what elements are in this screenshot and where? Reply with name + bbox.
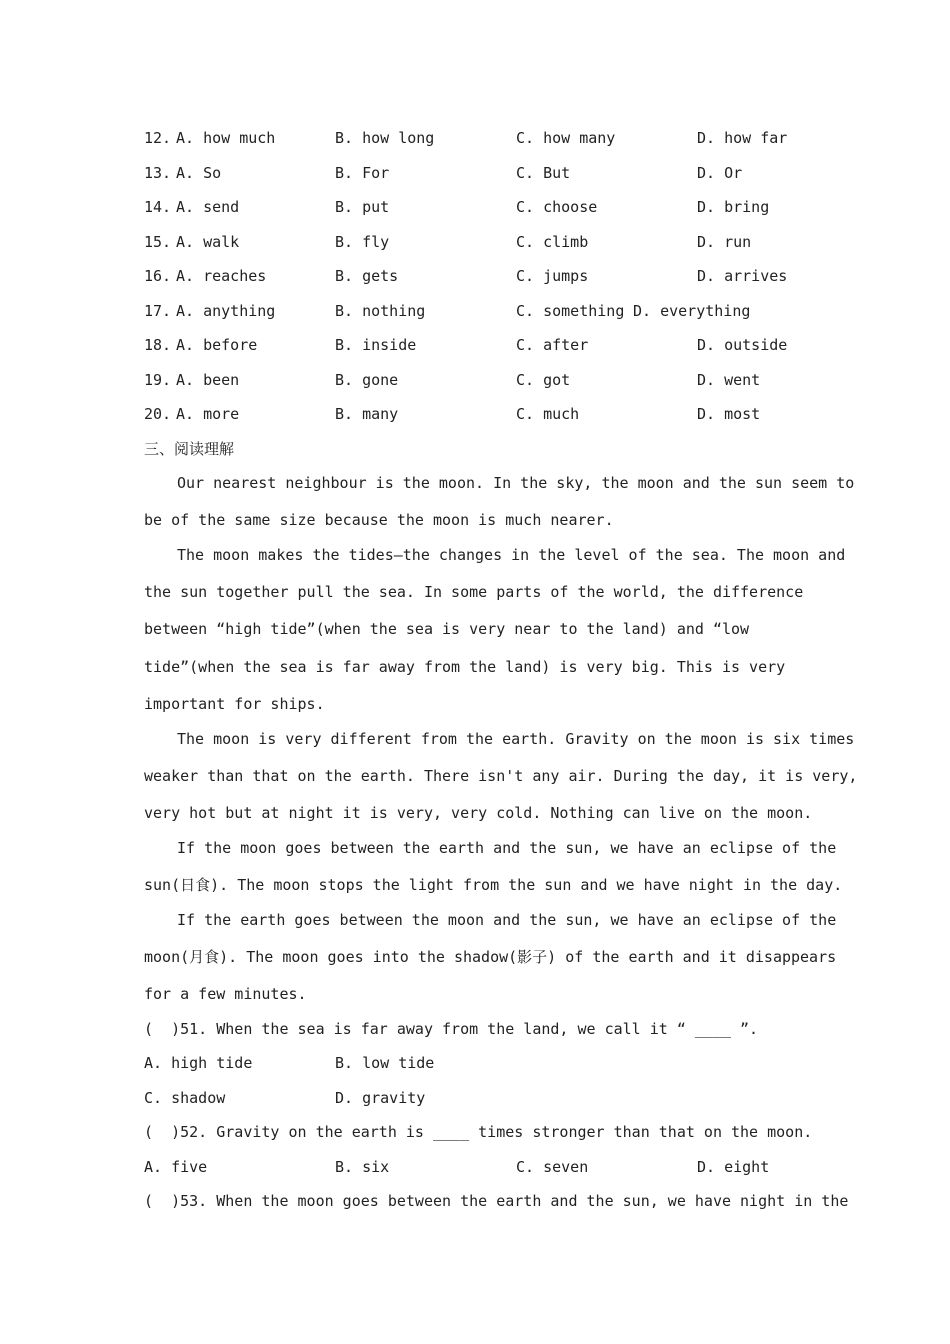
question-number: 15. xyxy=(144,233,172,251)
passage-line: important for ships. xyxy=(144,695,325,713)
option-row-14 xyxy=(144,197,824,217)
question-number: 17. xyxy=(144,302,172,320)
question-number: 16. xyxy=(144,267,172,285)
passage-line: If the earth goes between the moon and the sun, we have an eclipse of the xyxy=(177,911,837,929)
option-a: A. reaches xyxy=(176,267,267,285)
option-b: B. gone xyxy=(335,371,399,389)
option-row-13 xyxy=(144,163,824,183)
option-c: C. jumps xyxy=(516,267,589,285)
option-c: C. after xyxy=(516,336,589,354)
question-number: 18. xyxy=(144,336,172,354)
option-d: D. arrives xyxy=(697,267,788,285)
passage-line: weaker than that on the earth. There isn't any air. During the day, it is very, xyxy=(144,767,858,785)
option-b: B. put xyxy=(335,198,390,216)
question-52-options xyxy=(144,1157,824,1177)
option-a: A. been xyxy=(176,371,240,389)
option-c: C. much xyxy=(516,405,580,423)
passage-line: The moon is very different from the earth. Gravity on the moon is six times xyxy=(177,730,855,748)
option-d: D. Or xyxy=(697,164,743,182)
question-number: 13. xyxy=(144,164,172,182)
option-row-18 xyxy=(144,335,824,355)
question-number: 12. xyxy=(144,129,172,147)
passage-line: be of the same size because the moon is much nearer. xyxy=(144,511,614,529)
option-d: D. bring xyxy=(697,198,770,216)
option-c: C. seven xyxy=(516,1158,589,1176)
passage-line: The moon makes the tides—the changes in the level of the sea. The moon and xyxy=(177,546,846,564)
option-b: B. six xyxy=(335,1158,390,1176)
question-number: 19. xyxy=(144,371,172,389)
option-d: D. run xyxy=(697,233,752,251)
option-a: A. high tide xyxy=(144,1054,253,1072)
option-d: D. how far xyxy=(697,129,788,147)
passage-line: the sun together pull the sea. In some parts of the world, the difference xyxy=(144,583,804,601)
question-53-stem: ( )53. When the moon goes between the earth and the sun, we have night in the xyxy=(144,1192,849,1210)
option-d: D. most xyxy=(697,405,761,423)
option-c: C. how many xyxy=(516,129,616,147)
option-d: D. eight xyxy=(697,1158,770,1176)
option-row-20 xyxy=(144,404,824,424)
option-row-17 xyxy=(144,301,824,321)
option-b: B. fly xyxy=(335,233,390,251)
option-a: A. walk xyxy=(176,233,240,251)
option-b: B. inside xyxy=(335,336,417,354)
option-a: A. before xyxy=(176,336,258,354)
option-a: A. five xyxy=(144,1158,208,1176)
option-a: A. anything xyxy=(176,302,276,320)
section-title: 三、阅读理解 xyxy=(144,440,235,458)
passage-line: moon(月食). The moon goes into the shadow(影子) of the earth and it disappears xyxy=(144,948,837,966)
option-d: D. went xyxy=(697,371,761,389)
question-number: 14. xyxy=(144,198,172,216)
option-c: C. got xyxy=(516,371,571,389)
option-c: C. shadow xyxy=(144,1089,226,1107)
option-b: B. low tide xyxy=(335,1054,435,1072)
option-a: A. So xyxy=(176,164,222,182)
option-c: C. But xyxy=(516,164,571,182)
option-d: D. everything xyxy=(633,302,751,320)
option-b: B. For xyxy=(335,164,390,182)
option-b: B. how long xyxy=(335,129,435,147)
question-51-stem: ( )51. When the sea is far away from the land, we call it “ ____ ”. xyxy=(144,1020,759,1038)
option-d: D. gravity xyxy=(335,1089,426,1107)
passage-line: very hot but at night it is very, very cold. Nothing can live on the moon. xyxy=(144,804,813,822)
question-52-stem: ( )52. Gravity on the earth is ____ times stronger than that on the moon. xyxy=(144,1123,813,1141)
option-row-15 xyxy=(144,232,824,252)
option-c: C. something xyxy=(516,302,625,320)
option-row-19 xyxy=(144,370,824,390)
option-a: A. more xyxy=(176,405,240,423)
question-number: 20. xyxy=(144,405,172,423)
option-row-12 xyxy=(144,128,824,148)
option-b: B. gets xyxy=(335,267,399,285)
passage-line: tide”(when the sea is far away from the land) is very big. This is very xyxy=(144,658,786,676)
option-b: B. nothing xyxy=(335,302,426,320)
option-d: D. outside xyxy=(697,336,788,354)
passage-line: Our nearest neighbour is the moon. In the sky, the moon and the sun seem to xyxy=(177,474,855,492)
passage-line: between “high tide”(when the sea is very near to the land) and “low xyxy=(144,620,750,638)
question-51-options-cd xyxy=(144,1088,824,1108)
option-b: B. many xyxy=(335,405,399,423)
passage-line: sun(日食). The moon stops the light from the sun and we have night in the day. xyxy=(144,876,843,894)
option-a: A. send xyxy=(176,198,240,216)
passage-line: for a few minutes. xyxy=(144,985,307,1003)
question-51-options-ab xyxy=(144,1053,824,1073)
option-c: C. climb xyxy=(516,233,589,251)
option-row-16 xyxy=(144,266,824,286)
passage-line: If the moon goes between the earth and the sun, we have an eclipse of the xyxy=(177,839,837,857)
option-a: A. how much xyxy=(176,129,276,147)
option-c: C. choose xyxy=(516,198,598,216)
